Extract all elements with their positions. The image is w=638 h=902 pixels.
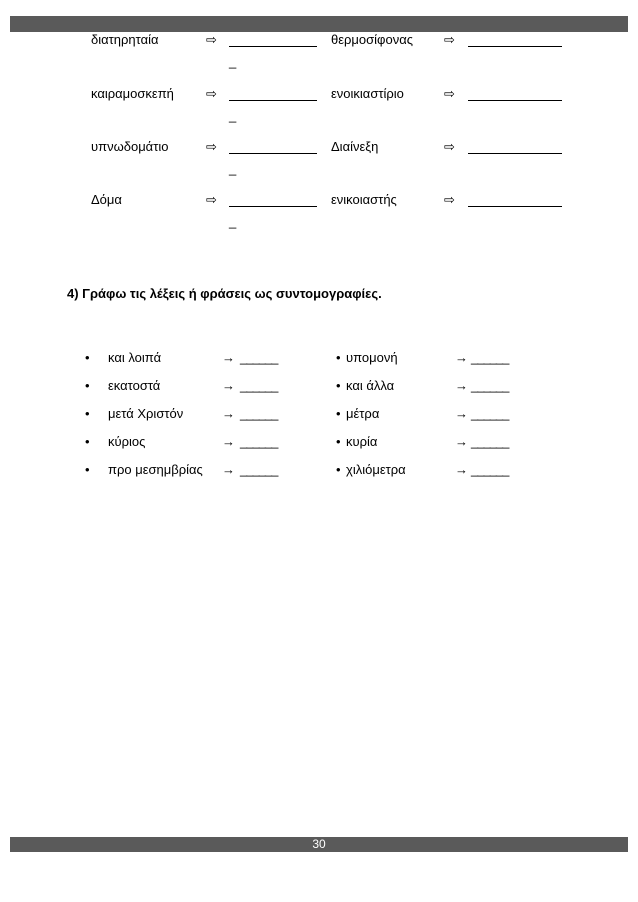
right-word: ενοικιαστίριο bbox=[331, 86, 404, 101]
abbreviation-right-blank[interactable]: ______ bbox=[471, 350, 509, 365]
bullet-icon: • bbox=[85, 378, 90, 393]
arrow-icon: → bbox=[222, 406, 235, 421]
dash-mark: _ bbox=[229, 108, 237, 123]
abbreviation-right-blank[interactable]: ______ bbox=[471, 462, 509, 477]
arrow-icon: → bbox=[455, 378, 468, 393]
left-answer-blank[interactable] bbox=[229, 100, 317, 101]
left-arrow-icon: ⇨ bbox=[206, 86, 217, 101]
arrow-icon: → bbox=[455, 406, 468, 421]
right-arrow-icon: ⇨ bbox=[444, 192, 455, 207]
arrow-icon: → bbox=[222, 350, 235, 365]
bullet-icon: • bbox=[85, 406, 90, 421]
left-answer-blank[interactable] bbox=[229, 153, 317, 154]
match-row bbox=[0, 139, 638, 176]
abbreviation-left-word: κύριος bbox=[108, 434, 146, 449]
abbreviation-right-word: κυρία bbox=[346, 434, 378, 449]
abbreviation-left-word: εκατοστά bbox=[108, 378, 161, 393]
abbreviation-right-blank[interactable]: ______ bbox=[471, 406, 509, 421]
left-arrow-icon: ⇨ bbox=[206, 139, 217, 154]
bullet-icon: • bbox=[336, 350, 341, 365]
right-arrow-icon: ⇨ bbox=[444, 32, 455, 47]
match-row bbox=[0, 86, 638, 123]
left-word: Δόμα bbox=[91, 192, 122, 207]
bullet-icon: • bbox=[336, 378, 341, 393]
right-word: ενικοιαστής bbox=[331, 192, 397, 207]
left-word: υπνωδομάτιο bbox=[91, 139, 169, 154]
abbreviation-left-word: και λοιπά bbox=[108, 350, 162, 365]
bullet-icon: • bbox=[336, 434, 341, 449]
right-answer-blank[interactable] bbox=[468, 153, 562, 154]
arrow-icon: → bbox=[455, 462, 468, 477]
left-word: καιραμοσκεπή bbox=[91, 86, 174, 101]
section-4-heading: 4) Γράφω τις λέξεις ή φράσεις ως συντομογραφίες. bbox=[67, 286, 382, 301]
left-answer-blank[interactable] bbox=[229, 46, 317, 47]
right-word: Διαίνεξη bbox=[331, 139, 379, 154]
arrow-icon: → bbox=[222, 434, 235, 449]
arrow-icon: → bbox=[455, 350, 468, 365]
abbreviation-left-blank[interactable]: ______ bbox=[240, 406, 278, 421]
abbreviation-row bbox=[0, 462, 638, 482]
page-number: 30 bbox=[312, 837, 326, 851]
abbreviation-row bbox=[0, 406, 638, 426]
abbreviation-right-blank[interactable]: ______ bbox=[471, 378, 509, 393]
arrow-icon: → bbox=[222, 378, 235, 393]
abbreviation-right-word: και άλλα bbox=[346, 378, 395, 393]
bullet-icon: • bbox=[85, 462, 90, 477]
abbreviation-right-blank[interactable]: ______ bbox=[471, 434, 509, 449]
right-word: θερμοσίφονας bbox=[331, 32, 413, 47]
dash-mark: _ bbox=[229, 214, 237, 229]
left-word: διατηρηταία bbox=[91, 32, 159, 47]
dash-mark: _ bbox=[229, 161, 237, 176]
bullet-icon: • bbox=[336, 406, 341, 421]
right-arrow-icon: ⇨ bbox=[444, 139, 455, 154]
bullet-icon: • bbox=[85, 350, 90, 365]
right-answer-blank[interactable] bbox=[468, 206, 562, 207]
abbreviation-left-blank[interactable]: ______ bbox=[240, 350, 278, 365]
footer-bar bbox=[10, 837, 628, 852]
right-answer-blank[interactable] bbox=[468, 46, 562, 47]
abbreviation-left-blank[interactable]: ______ bbox=[240, 434, 278, 449]
abbreviation-right-word: χιλιόμετρα bbox=[346, 462, 406, 477]
abbreviation-row bbox=[0, 378, 638, 398]
right-answer-blank[interactable] bbox=[468, 100, 562, 101]
match-row bbox=[0, 192, 638, 229]
arrow-icon: → bbox=[222, 462, 235, 477]
abbreviation-row bbox=[0, 350, 638, 370]
abbreviation-left-word: προ μεσημβρίας bbox=[108, 462, 203, 477]
abbreviation-right-word: μέτρα bbox=[346, 406, 380, 421]
abbreviation-right-word: υπομονή bbox=[346, 350, 398, 365]
left-arrow-icon: ⇨ bbox=[206, 32, 217, 47]
left-arrow-icon: ⇨ bbox=[206, 192, 217, 207]
match-row bbox=[0, 32, 638, 69]
header-bar bbox=[10, 16, 628, 32]
left-answer-blank[interactable] bbox=[229, 206, 317, 207]
arrow-icon: → bbox=[455, 434, 468, 449]
abbreviation-row bbox=[0, 434, 638, 454]
right-arrow-icon: ⇨ bbox=[444, 86, 455, 101]
abbreviation-left-word: μετά Χριστόν bbox=[108, 406, 184, 421]
abbreviation-left-blank[interactable]: ______ bbox=[240, 378, 278, 393]
bullet-icon: • bbox=[85, 434, 90, 449]
bullet-icon: • bbox=[336, 462, 341, 477]
abbreviation-left-blank[interactable]: ______ bbox=[240, 462, 278, 477]
dash-mark: _ bbox=[229, 54, 237, 69]
